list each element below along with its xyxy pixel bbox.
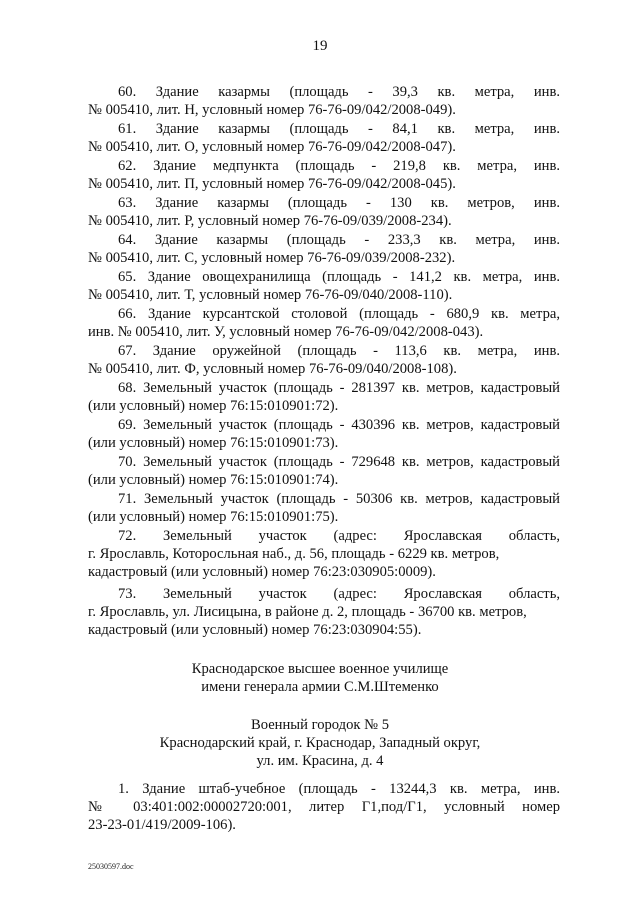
item-line-1: 69. Земельный участок (площадь - 430396 кв. метров, кадастровый: [118, 417, 560, 433]
list-item: [88, 780, 560, 834]
list-item: [88, 379, 560, 415]
item-line-2: № 03:401:002:00002720:001, литер Г1,под/Г1, условный номер: [88, 799, 560, 815]
item-line-1: 1. Здание штаб-учебное (площадь - 13244,3 кв. метра, инв.: [118, 781, 560, 797]
item-line-1: 63. Здание казармы (площадь - 130 кв. метров, инв.: [118, 195, 560, 211]
item-line-1: 65. Здание овощехранилища (площадь - 141,2 кв. метра, инв.: [118, 269, 560, 285]
item-line-1: 61. Здание казармы (площадь - 84,1 кв. метра, инв.: [118, 121, 560, 137]
list-item: [88, 83, 560, 119]
item-line-1: 62. Здание медпункта (площадь - 219,8 кв. метра, инв.: [118, 158, 560, 174]
town-heading: [0, 716, 640, 770]
item-line-1: 64. Здание казармы (площадь - 233,3 кв. метра, инв.: [118, 232, 560, 248]
item-line-2: № 005410, лит. Н, условный номер 76-76-09/042/2008-049).: [88, 102, 456, 118]
list-item: [88, 231, 560, 267]
town-title: Военный городок № 5: [251, 717, 389, 733]
item-line-2: № 005410, лит. Р, условный номер 76-76-09/039/2008-234).: [88, 213, 452, 229]
list-item: [88, 120, 560, 156]
item-line-1: 66. Здание курсантской столовой (площадь - 680,9 кв. метра,: [118, 306, 560, 322]
item-line-2: г. Ярославль, Которосльная наб., д. 56, площадь - 6229 кв. метров,: [88, 546, 500, 562]
list-item: [88, 268, 560, 304]
file-name-footer: 25030597.doc: [88, 862, 134, 871]
town-region: Краснодарский край, г. Краснодар, Западный округ,: [159, 735, 481, 751]
page-number: 19: [312, 38, 328, 54]
list-item: [88, 490, 560, 526]
item-line-2: (или условный) номер 76:15:010901:73).: [88, 435, 339, 451]
item-line-1: 73. Земельный участок (адрес: Ярославская область,: [118, 586, 560, 602]
list-item: [88, 585, 560, 639]
item-line-1: 60. Здание казармы (площадь - 39,3 кв. метра, инв.: [118, 84, 560, 100]
list-item: [88, 342, 560, 378]
list-item: [88, 305, 560, 341]
school-named-after: имени генерала армии С.М.Штеменко: [201, 679, 439, 695]
school-heading: [0, 660, 640, 696]
item-line-3: 23-23-01/419/2009-106).: [88, 817, 236, 833]
list-item: [88, 194, 560, 230]
item-line-2: № 005410, лит. С, условный номер 76-76-09/039/2008-232).: [88, 250, 456, 266]
item-line-2: (или условный) номер 76:15:010901:75).: [88, 509, 339, 525]
item-line-1: 67. Здание оружейной (площадь - 113,6 кв. метра, инв.: [118, 343, 560, 359]
item-line-2: № 005410, лит. Ф, условный номер 76-76-09/040/2008-108).: [88, 361, 457, 377]
list-item: [88, 527, 560, 581]
item-line-2: № 005410, лит. О, условный номер 76-76-09/042/2008-047).: [88, 139, 456, 155]
item-line-2: г. Ярославль, ул. Лисицына, в районе д. 2, площадь - 36700 кв. метров,: [88, 604, 527, 620]
item-line-2: инв. № 005410, лит. У, условный номер 76-76-09/042/2008-043).: [88, 324, 484, 340]
list-item: [88, 416, 560, 452]
list-item: [88, 157, 560, 193]
town-street: ул. им. Красина, д. 4: [256, 753, 384, 769]
item-line-2: (или условный) номер 76:15:010901:72).: [88, 398, 339, 414]
item-line-1: 70. Земельный участок (площадь - 729648 кв. метров, кадастровый: [118, 454, 560, 470]
list-item: [88, 453, 560, 489]
item-line-1: 72. Земельный участок (адрес: Ярославская область,: [118, 528, 560, 544]
item-line-2: № 005410, лит. Т, условный номер 76-76-09/040/2008-110).: [88, 287, 453, 303]
item-line-3: кадастровый (или условный) номер 76:23:030904:55).: [88, 622, 422, 638]
item-line-1: 71. Земельный участок (площадь - 50306 кв. метров, кадастровый: [118, 491, 560, 507]
item-line-2: № 005410, лит. П, условный номер 76-76-09/042/2008-045).: [88, 176, 456, 192]
school-name: Краснодарское высшее военное училище: [191, 661, 449, 677]
item-line-2: (или условный) номер 76:15:010901:74).: [88, 472, 339, 488]
item-line-1: 68. Земельный участок (площадь - 281397 кв. метров, кадастровый: [118, 380, 560, 396]
item-line-3: кадастровый (или условный) номер 76:23:030905:0009).: [88, 564, 436, 580]
